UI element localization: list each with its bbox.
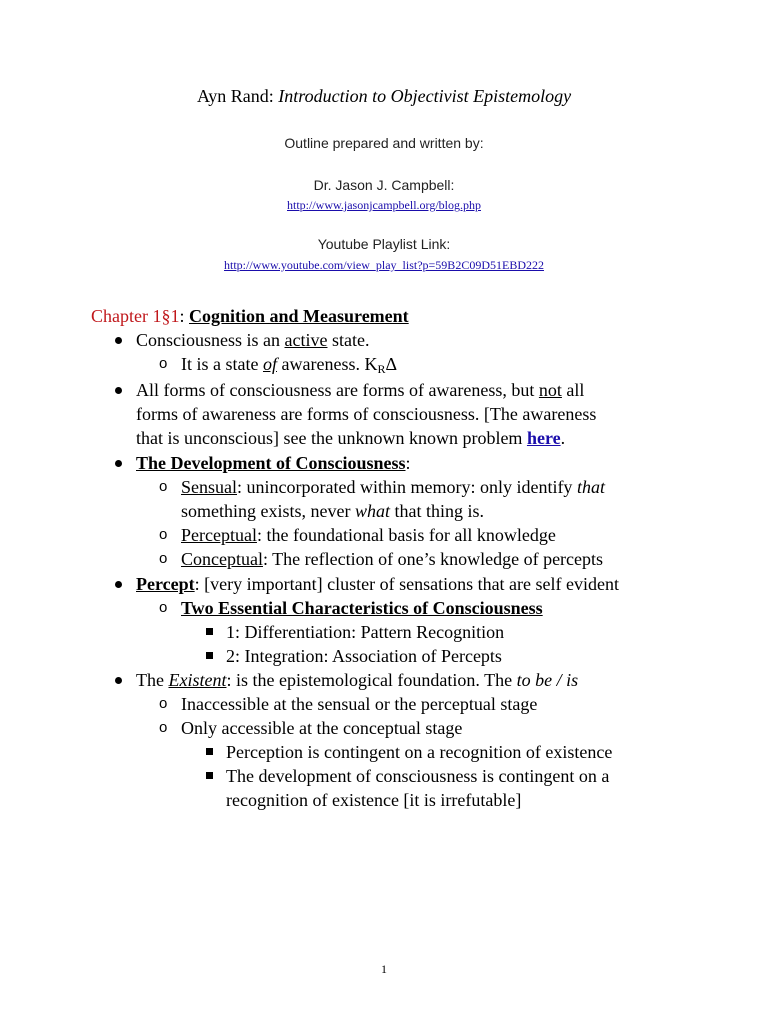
bullet-icon bbox=[115, 677, 122, 684]
circle-bullet-icon: o bbox=[159, 550, 168, 567]
list-subsubitem-line: recognition of existence [it is irrefutable] bbox=[226, 790, 522, 810]
list-item: Percept: [very important] cluster of sensations that are self evident bbox=[136, 574, 620, 594]
chapter-title: Cognition and Measurement bbox=[189, 306, 409, 326]
list-item-line: forms of awareness are forms of consciousness. [The awareness bbox=[136, 404, 597, 424]
square-bullet-icon bbox=[206, 772, 213, 779]
list-subitem: Conceptual: The reflection of one’s knowledge of percepts bbox=[181, 549, 604, 569]
list-subsubitem: 1: Differentiation: Pattern Recognition bbox=[226, 622, 505, 642]
here-link[interactable]: here bbox=[526, 428, 561, 448]
list-item: All forms of consciousness are forms of awareness, but not all bbox=[136, 380, 585, 400]
document-title bbox=[0, 86, 768, 107]
author-name: Dr. Jason J. Campbell: bbox=[313, 177, 455, 193]
circle-bullet-icon: o bbox=[159, 695, 168, 712]
page-number: 1 bbox=[381, 962, 387, 976]
list-item-line: that is unconscious] see the unknown known problem here. bbox=[136, 428, 566, 448]
list-subsubitem: Perception is contingent on a recognition of existence bbox=[226, 742, 613, 762]
list-subsubitem: 2: Integration: Association of Percepts bbox=[226, 646, 502, 666]
list-item: Consciousness is an active state. bbox=[136, 330, 370, 350]
list-subitem-line: something exists, never what that thing is. bbox=[181, 501, 484, 521]
chapter-number: Chapter 1§1 bbox=[91, 306, 180, 326]
square-bullet-icon bbox=[206, 628, 213, 635]
list-subitem: Only accessible at the conceptual stage bbox=[181, 718, 463, 738]
author-label: Ayn Rand: bbox=[196, 86, 274, 106]
playlist-link[interactable]: http://www.youtube.com/view_play_list?p=59B2C09D51EBD222 bbox=[224, 258, 544, 272]
list-subitem: Two Essential Characteristics of Consciousness bbox=[181, 598, 543, 618]
list-item: The Existent: is the epistemological foundation. The to be / is bbox=[136, 670, 579, 690]
circle-bullet-icon: o bbox=[159, 478, 168, 495]
list-subitem: Sensual: unincorporated within memory: only identify that bbox=[181, 477, 605, 497]
list-subitem: Inaccessible at the sensual or the perceptual stage bbox=[181, 694, 538, 714]
book-title: Introduction to Objectivist Epistemology bbox=[278, 86, 572, 106]
circle-bullet-icon: o bbox=[159, 719, 168, 736]
outline-credit: Outline prepared and written by: bbox=[284, 135, 484, 151]
circle-bullet-icon: o bbox=[159, 355, 168, 372]
bullet-icon bbox=[115, 581, 122, 588]
list-subitem: Perceptual: the foundational basis for all knowledge bbox=[181, 525, 556, 545]
list-subitem: It is a state of awareness. $K_R\Delta$ bbox=[181, 354, 398, 376]
bullet-icon bbox=[115, 460, 122, 467]
circle-bullet-icon: o bbox=[159, 526, 168, 543]
chapter-heading: Chapter 1§1: Cognition and Measurement bbox=[91, 306, 409, 326]
playlist-label: Youtube Playlist Link: bbox=[317, 236, 451, 252]
bullet-icon bbox=[115, 337, 122, 344]
blog-link[interactable]: http://www.jasonjcampbell.org/blog.php bbox=[287, 198, 481, 212]
square-bullet-icon bbox=[206, 748, 213, 755]
list-item: The Development of Consciousness: bbox=[136, 453, 411, 473]
circle-bullet-icon: o bbox=[159, 599, 168, 616]
bullet-icon bbox=[115, 387, 122, 394]
list-subsubitem: The development of consciousness is contingent on a bbox=[226, 766, 610, 786]
square-bullet-icon bbox=[206, 652, 213, 659]
